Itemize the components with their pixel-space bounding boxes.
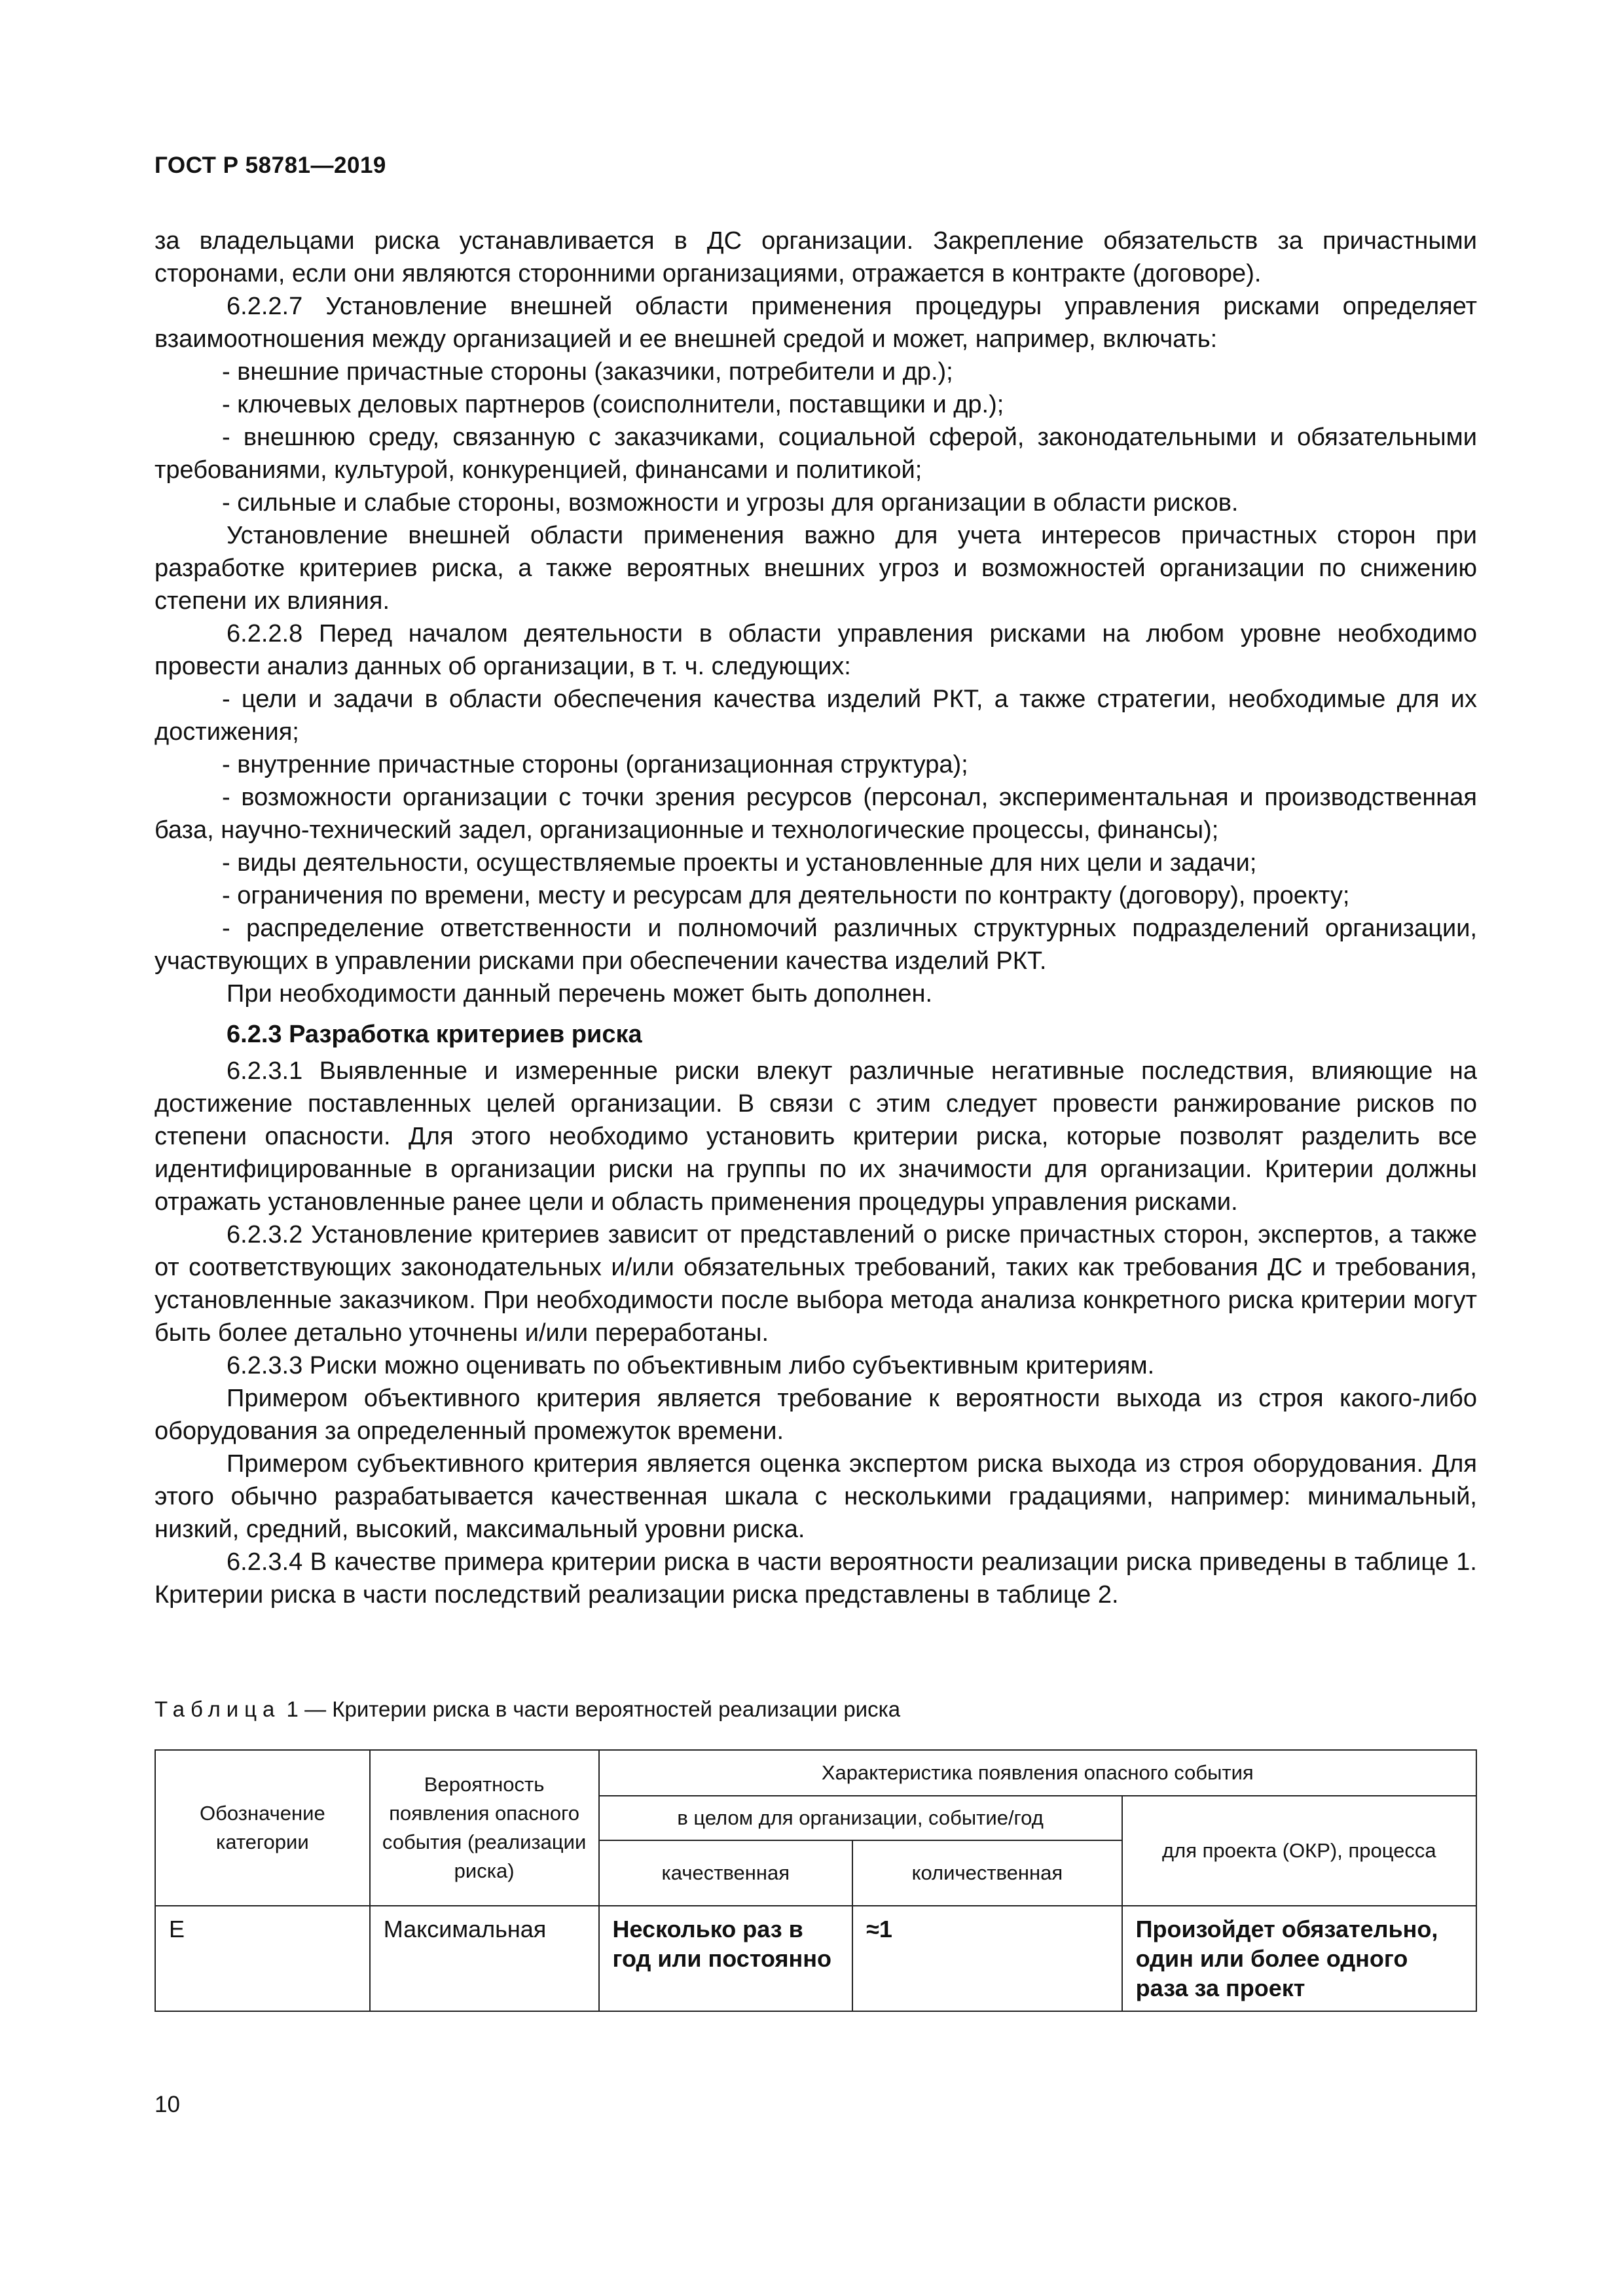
cell-project: Произойдет обязательно, один или более одного раза за проект [1122,1906,1476,2011]
paragraph: 6.2.3.3 Риски можно оценивать по объективным либо субъективным критериям. [227,1352,1155,1379]
header-project: для проекта (ОКР), процесса [1122,1796,1476,1906]
paragraph: При необходимости данный перечень может быть дополнен. [227,980,933,1008]
list-item: - цели и задачи в области обеспечения качества изделий РКТ, а также стратегии, необходимые для их достижения; [155,685,1477,746]
header-probability: Вероятность появления опасного события (реализации риска) [370,1750,599,1906]
table-caption-label: Таблица [155,1697,281,1721]
cell-probability: Максимальная [370,1906,599,2011]
page-number: 10 [155,2092,180,2117]
paragraph: за владельцами риска устанавливается в ДС организации. Закрепление обязательств за причастными сторонами, если они являются сторонними организациями, отражается в контракте (договоре). [155,227,1477,287]
paragraph: 6.2.3.4 В качестве примера критерии риска в части вероятности реализации риска приведены в таблице 1. Критерии риска в части последствий реализации риска представлены в таблице 2. [155,1548,1477,1609]
paragraph: 6.2.2.8 Перед началом деятельности в области управления рисками на любом уровне необходимо провести анализ данных об организации, в т. ч. следующих: [155,620,1477,680]
paragraph: Примером объективного критерия является требование к вероятности выхода из строя какого-либо оборудования за определенный промежуток времени. [155,1385,1477,1445]
document-body [155,225,1477,1611]
list-item: - ограничения по времени, месту и ресурсам для деятельности по контракту (договору), проекту; [222,882,1350,909]
header-organization: в целом для организации, событие/год [599,1796,1122,1840]
document-header: ГОСТ Р 58781—2019 [155,153,386,178]
table-row [155,1906,1476,2011]
header-category: Обозначение категории [155,1750,370,1906]
paragraph: Примером субъективного критерия является оценка экспертом риска выхода из строя оборудования. Для этого обычно разрабатывается качественная шкала с несколькими градациями, например: минимальный, низкий, средний, высокий, максимальный уровни риска. [155,1450,1477,1543]
list-item: - ключевых деловых партнеров (соисполнители, поставщики и др.); [222,391,1004,418]
list-item: - виды деятельности, осуществляемые проекты и установленные для них цели и задачи; [222,849,1257,877]
table-caption-text: 1 — Критерии риска в части вероятностей реализации риска [280,1697,901,1721]
paragraph: 6.2.3.2 Установление критериев зависит от представлений о риске причастных сторон, экспертов, а также от соответствующих законодательных и/или обязательных требований, таких как требования ДС и требования, установленные заказчиком. При необходимости после выбора метода анализа конкретного риска критерии могут быть более детально уточнены и/или переработаны. [155,1221,1477,1347]
header-characteristic: Характеристика появления опасного события [599,1750,1476,1796]
header-quantitative: количественная [852,1840,1122,1906]
list-item: - сильные и слабые стороны, возможности и угрозы для организации в области рисков. [222,489,1239,517]
list-item: - внешние причастные стороны (заказчики, потребители и др.); [222,358,953,386]
table-caption [155,1697,900,1722]
list-item: - возможности организации с точки зрения ресурсов (персонал, экспериментальная и производственная база, научно-технический задел, организационные и технологические процессы, финансы); [155,784,1477,844]
list-item: - распределение ответственности и полномочий различных структурных подразделений организации, участвующих в управлении рисками при обеспечении качества изделий РКТ. [155,915,1477,975]
cell-qualitative: Несколько раз в год или постоянно [599,1906,853,2011]
risk-criteria-table [155,1749,1477,2012]
section-heading: 6.2.3 Разработка критериев риска [227,1021,642,1048]
cell-category: E [155,1906,370,2011]
header-qualitative: качественная [599,1840,853,1906]
paragraph: 6.2.2.7 Установление внешней области применения процедуры управления рисками определяет взаимоотношения между организацией и ее внешней средой и может, например, включать: [155,293,1477,353]
cell-quantitative: ≈1 [852,1906,1122,2011]
paragraph: 6.2.3.1 Выявленные и измеренные риски влекут различные негативные последствия, влияющие на достижение поставленных целей организации. В связи с этим следует провести ранжирование рисков по степени опасности. Для этого необходимо установить критерии риска, которые позволят разделить все идентифицированные в организации риски на группы по их значимости для организации. Критерии должны отражать установленные ранее цели и область применения процедуры управления рисками. [155,1057,1477,1216]
paragraph: Установление внешней области применения важно для учета интересов причастных сторон при разработке критериев риска, а также вероятных внешних угроз и возможностей организации по снижению степени их влияния. [155,522,1477,615]
list-item: - внутренние причастные стороны (организационная структура); [222,751,968,778]
list-item: - внешнюю среду, связанную с заказчиками, социальной сферой, законодательными и обязательными требованиями, культурой, конкуренцией, финансами и политикой; [155,424,1477,484]
